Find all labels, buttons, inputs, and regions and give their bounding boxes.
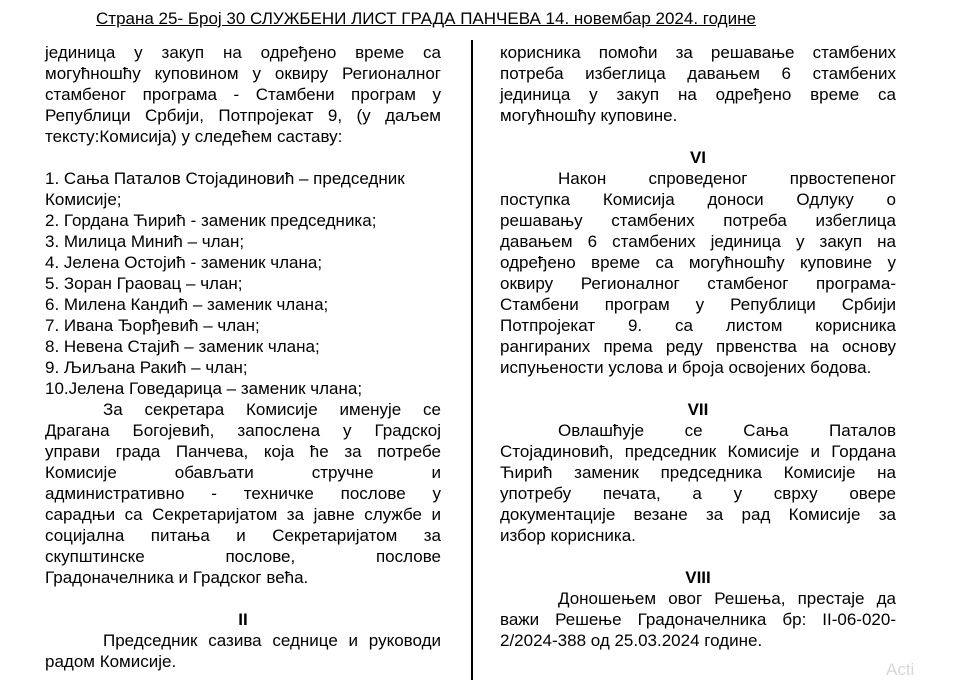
section-vii-heading: VII bbox=[687, 400, 709, 419]
header-text: Страна 25- Број 30 СЛУЖБЕНИ ЛИСТ ГРАДА ПАНЧЕВА 14. новембар 2024. године bbox=[96, 9, 756, 28]
secretary-line: административно - техничке послове у bbox=[45, 484, 441, 503]
section-vi-line: Потпројекат 9. са листом корисника bbox=[500, 316, 896, 335]
secretary-line: управи града Панчева, која ће за потребе bbox=[45, 442, 441, 461]
page-header bbox=[96, 8, 856, 29]
secretary-line: скупштинске послове, послове bbox=[45, 547, 441, 566]
left-column bbox=[45, 42, 441, 672]
member-item: 3. Милица Минић – члан; bbox=[45, 232, 245, 251]
section-vii-line: документације везане за рад Комисије за bbox=[500, 505, 896, 524]
section-vi-line: рангираних према реду првенства на основу bbox=[500, 337, 896, 356]
section-vii-line: Стојадиновић, председник Комисије и Гордана bbox=[500, 442, 896, 461]
section-ii-heading: II bbox=[238, 610, 248, 629]
column-divider bbox=[471, 40, 473, 680]
intro-line: стамбеног програма - Стамбени програм у bbox=[45, 85, 441, 104]
secretary-line: За секретара Комисије именује се bbox=[103, 400, 441, 419]
section-vi-line: Стамбени програм у Републици Србији bbox=[500, 295, 896, 314]
secretary-line: Драгана Богојевић, запослена у Градској bbox=[45, 421, 441, 440]
intro-line: корисника помоћи за решавање стамбених bbox=[500, 43, 896, 62]
member-item: 1. Сања Паталов Стојадиновић – председник bbox=[45, 169, 405, 188]
member-item: Комисије; bbox=[45, 190, 122, 209]
spacer bbox=[45, 147, 441, 168]
section-vi-line: одређено време са могућношћу куповине у bbox=[500, 253, 896, 272]
section-viii-line: 2/2024-388 од 25.03.2024 године. bbox=[500, 631, 763, 650]
section-viii-line: важи Решење Градоначелника бр: II-06-020- bbox=[500, 610, 896, 629]
member-item: 6. Милена Кандић – заменик члана; bbox=[45, 295, 329, 314]
spacer bbox=[45, 588, 441, 609]
section-vi-line: решавању стамбених потреба избеглица bbox=[500, 211, 896, 230]
member-item: 5. Зоран Граовац – члан; bbox=[45, 274, 243, 293]
section-vii-line: избор корисника. bbox=[500, 526, 636, 545]
section-vi-line: Након спроведеног првостепеног bbox=[558, 169, 896, 188]
section-vi-heading: VI bbox=[689, 148, 707, 167]
intro-line: потреба избеглица давањем 6 стамбених bbox=[500, 64, 896, 83]
member-item: 9. Љиљана Ракић – члан; bbox=[45, 358, 248, 377]
intro-line: јединица у закуп на одређено време са bbox=[45, 43, 441, 62]
section-viii-line: Доношењем овог Решења, престаје да bbox=[558, 589, 896, 608]
intro-line: тексту:Комисија) у следећем саставу: bbox=[45, 127, 343, 146]
spacer bbox=[500, 546, 896, 567]
spacer bbox=[500, 126, 896, 147]
member-item: 4. Јелена Остојић - заменик члана; bbox=[45, 253, 323, 272]
section-vi-line: давањем 6 стамбених јединица у закуп на bbox=[500, 232, 896, 251]
section-vi-line: поступка Комисија доноси Одлуку о bbox=[500, 190, 896, 209]
section-ii-line: радом Комисије. bbox=[45, 652, 177, 671]
secretary-line: Комисије обављати стручне и bbox=[45, 463, 441, 482]
section-viii-heading: VIII bbox=[685, 568, 711, 587]
member-item: 10.Јелена Говедарица – заменик члана; bbox=[45, 379, 363, 398]
member-item: 8. Невена Стајић – заменик члана; bbox=[45, 337, 320, 356]
intro-line: могућношћу куповине. bbox=[500, 106, 678, 125]
secretary-line: социјална питања и Секретаријатом за bbox=[45, 526, 441, 545]
section-vi-line: оквиру Регионалног стамбеног програма- bbox=[500, 274, 896, 293]
section-vii-line: Овлашћује се Сања Паталов bbox=[558, 421, 896, 440]
section-ii-line: Председник сазива седнице и руководи bbox=[103, 631, 441, 650]
intro-line: јединица у закуп на одређено време са bbox=[500, 85, 896, 104]
secretary-line: сарадњи са Секретаријатом за јавне службе и bbox=[45, 505, 441, 524]
member-item: 7. Ивана Ђорђевић – члан; bbox=[45, 316, 260, 335]
activation-watermark: Acti bbox=[886, 660, 915, 679]
intro-line: могућношћу куповином у оквиру Регионалног bbox=[45, 64, 441, 83]
member-item: 2. Гордана Ћирић - заменик председника; bbox=[45, 211, 377, 230]
section-vi-line: испуњености услова и броја освојених бодова. bbox=[500, 358, 872, 377]
secretary-line: Градоначелника и Градског већа. bbox=[45, 568, 309, 587]
spacer bbox=[500, 378, 896, 399]
section-vii-line: употребу печата, а у сврху овере bbox=[500, 484, 896, 503]
right-column bbox=[500, 42, 896, 651]
section-vii-line: Ћирић заменик председника Комисије на bbox=[500, 463, 896, 482]
intro-line: Републици Србији, Потпројекат 9, (у даљем bbox=[45, 106, 441, 125]
